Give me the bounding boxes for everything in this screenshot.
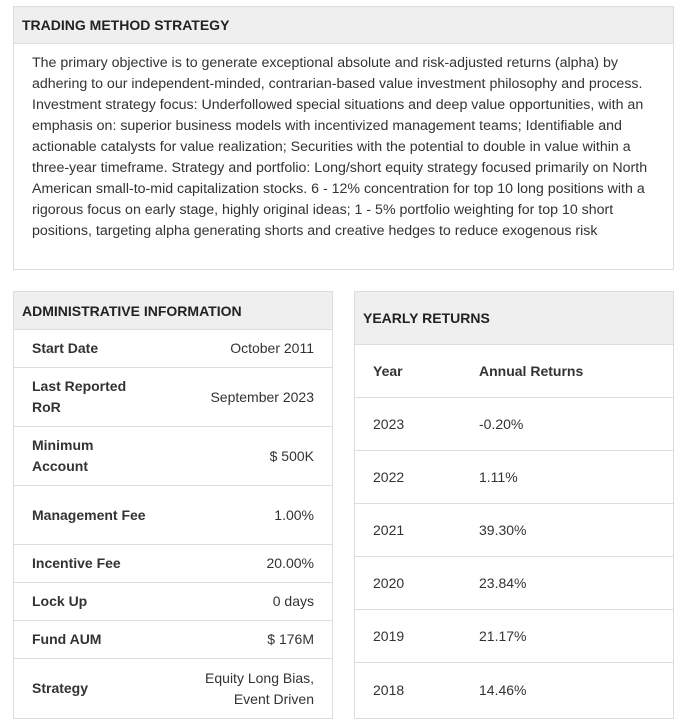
admin-label: Minimum Account [32, 437, 94, 474]
year-cell: 2022 [373, 469, 405, 485]
admin-value: Equity Long Bias, Event Driven [205, 669, 314, 707]
admin-label: Incentive Fee [32, 555, 121, 571]
yearly-returns-header-row [355, 345, 673, 398]
admin-row-incentive-fee [14, 545, 332, 583]
year-cell: 2023 [373, 416, 405, 432]
return-cell: 21.17% [479, 628, 527, 644]
year-cell: 2018 [373, 681, 405, 698]
admin-row-lock-up [14, 583, 332, 621]
admin-row-start-date [14, 330, 332, 368]
strategy-description: The primary objective is to generate exceptional absolute and risk-adjusted returns (alpha) by adhering to our independent-minded, contrarian-based value investment philosophy and process. Investment strategy focus: Underfollowed special situations and deep value opportunities, with an emphasis on: superior business models with incentivized management teams; Identifiable and actionable catalysts for value realization; Securities with the potential to double in value within a three-year timeframe. Strategy and portfolio: Long/short equity strategy focused primarily on North American small-to-mid capitalization stocks. 6 - 12% concentration for top 10 long positions with a rigorous focus on early stage, highly original ideas; 1 - 5% portfolio weighting for top 10 short positions, targeting alpha generating shorts and creative hedges to reduce exogenous risk [32, 55, 648, 239]
admin-value: September 2023 [210, 388, 314, 405]
table-row [355, 398, 673, 451]
strategy-title: TRADING METHOD STRATEGY [14, 7, 673, 44]
strategy-panel [13, 6, 674, 270]
year-cell: 2019 [373, 628, 405, 644]
admin-row-fund-aum [14, 621, 332, 659]
year-cell: 2020 [373, 575, 405, 591]
admin-row-management-fee [14, 486, 332, 545]
year-column-header: Year [373, 363, 403, 379]
table-row [355, 557, 673, 610]
admin-label: Strategy [32, 680, 89, 696]
admin-value: 20.00% [266, 555, 314, 571]
admin-value: 0 days [272, 593, 314, 609]
admin-panel [13, 291, 333, 719]
admin-title: ADMINISTRATIVE INFORMATION [14, 292, 332, 330]
return-cell: 1.11% [479, 469, 518, 485]
admin-value: 1.00% [274, 506, 314, 523]
table-row [355, 663, 673, 716]
admin-row-minimum-account [14, 427, 332, 486]
admin-row-strategy [14, 659, 332, 718]
admin-label: Last Reported RoR [32, 378, 127, 415]
yearly-returns-title: YEARLY RETURNS [355, 292, 673, 345]
admin-value: $ 176M [267, 631, 314, 647]
admin-label: Fund AUM [32, 631, 102, 647]
table-row [355, 451, 673, 504]
admin-value: October 2011 [230, 340, 314, 356]
yearly-returns-panel [354, 291, 674, 719]
return-cell: -0.20% [479, 416, 524, 432]
return-cell: 39.30% [479, 522, 527, 538]
admin-label: Lock Up [32, 593, 88, 609]
returns-column-header: Annual Returns [479, 363, 584, 379]
return-cell: 23.84% [479, 575, 527, 591]
table-row [355, 610, 673, 663]
admin-row-last-reported-ror [14, 368, 332, 427]
admin-label: Start Date [32, 340, 99, 356]
admin-value: $ 500K [269, 447, 314, 464]
return-cell: 14.46% [479, 681, 527, 698]
table-row [355, 504, 673, 557]
admin-label: Management Fee [32, 506, 146, 523]
year-cell: 2021 [373, 522, 405, 538]
